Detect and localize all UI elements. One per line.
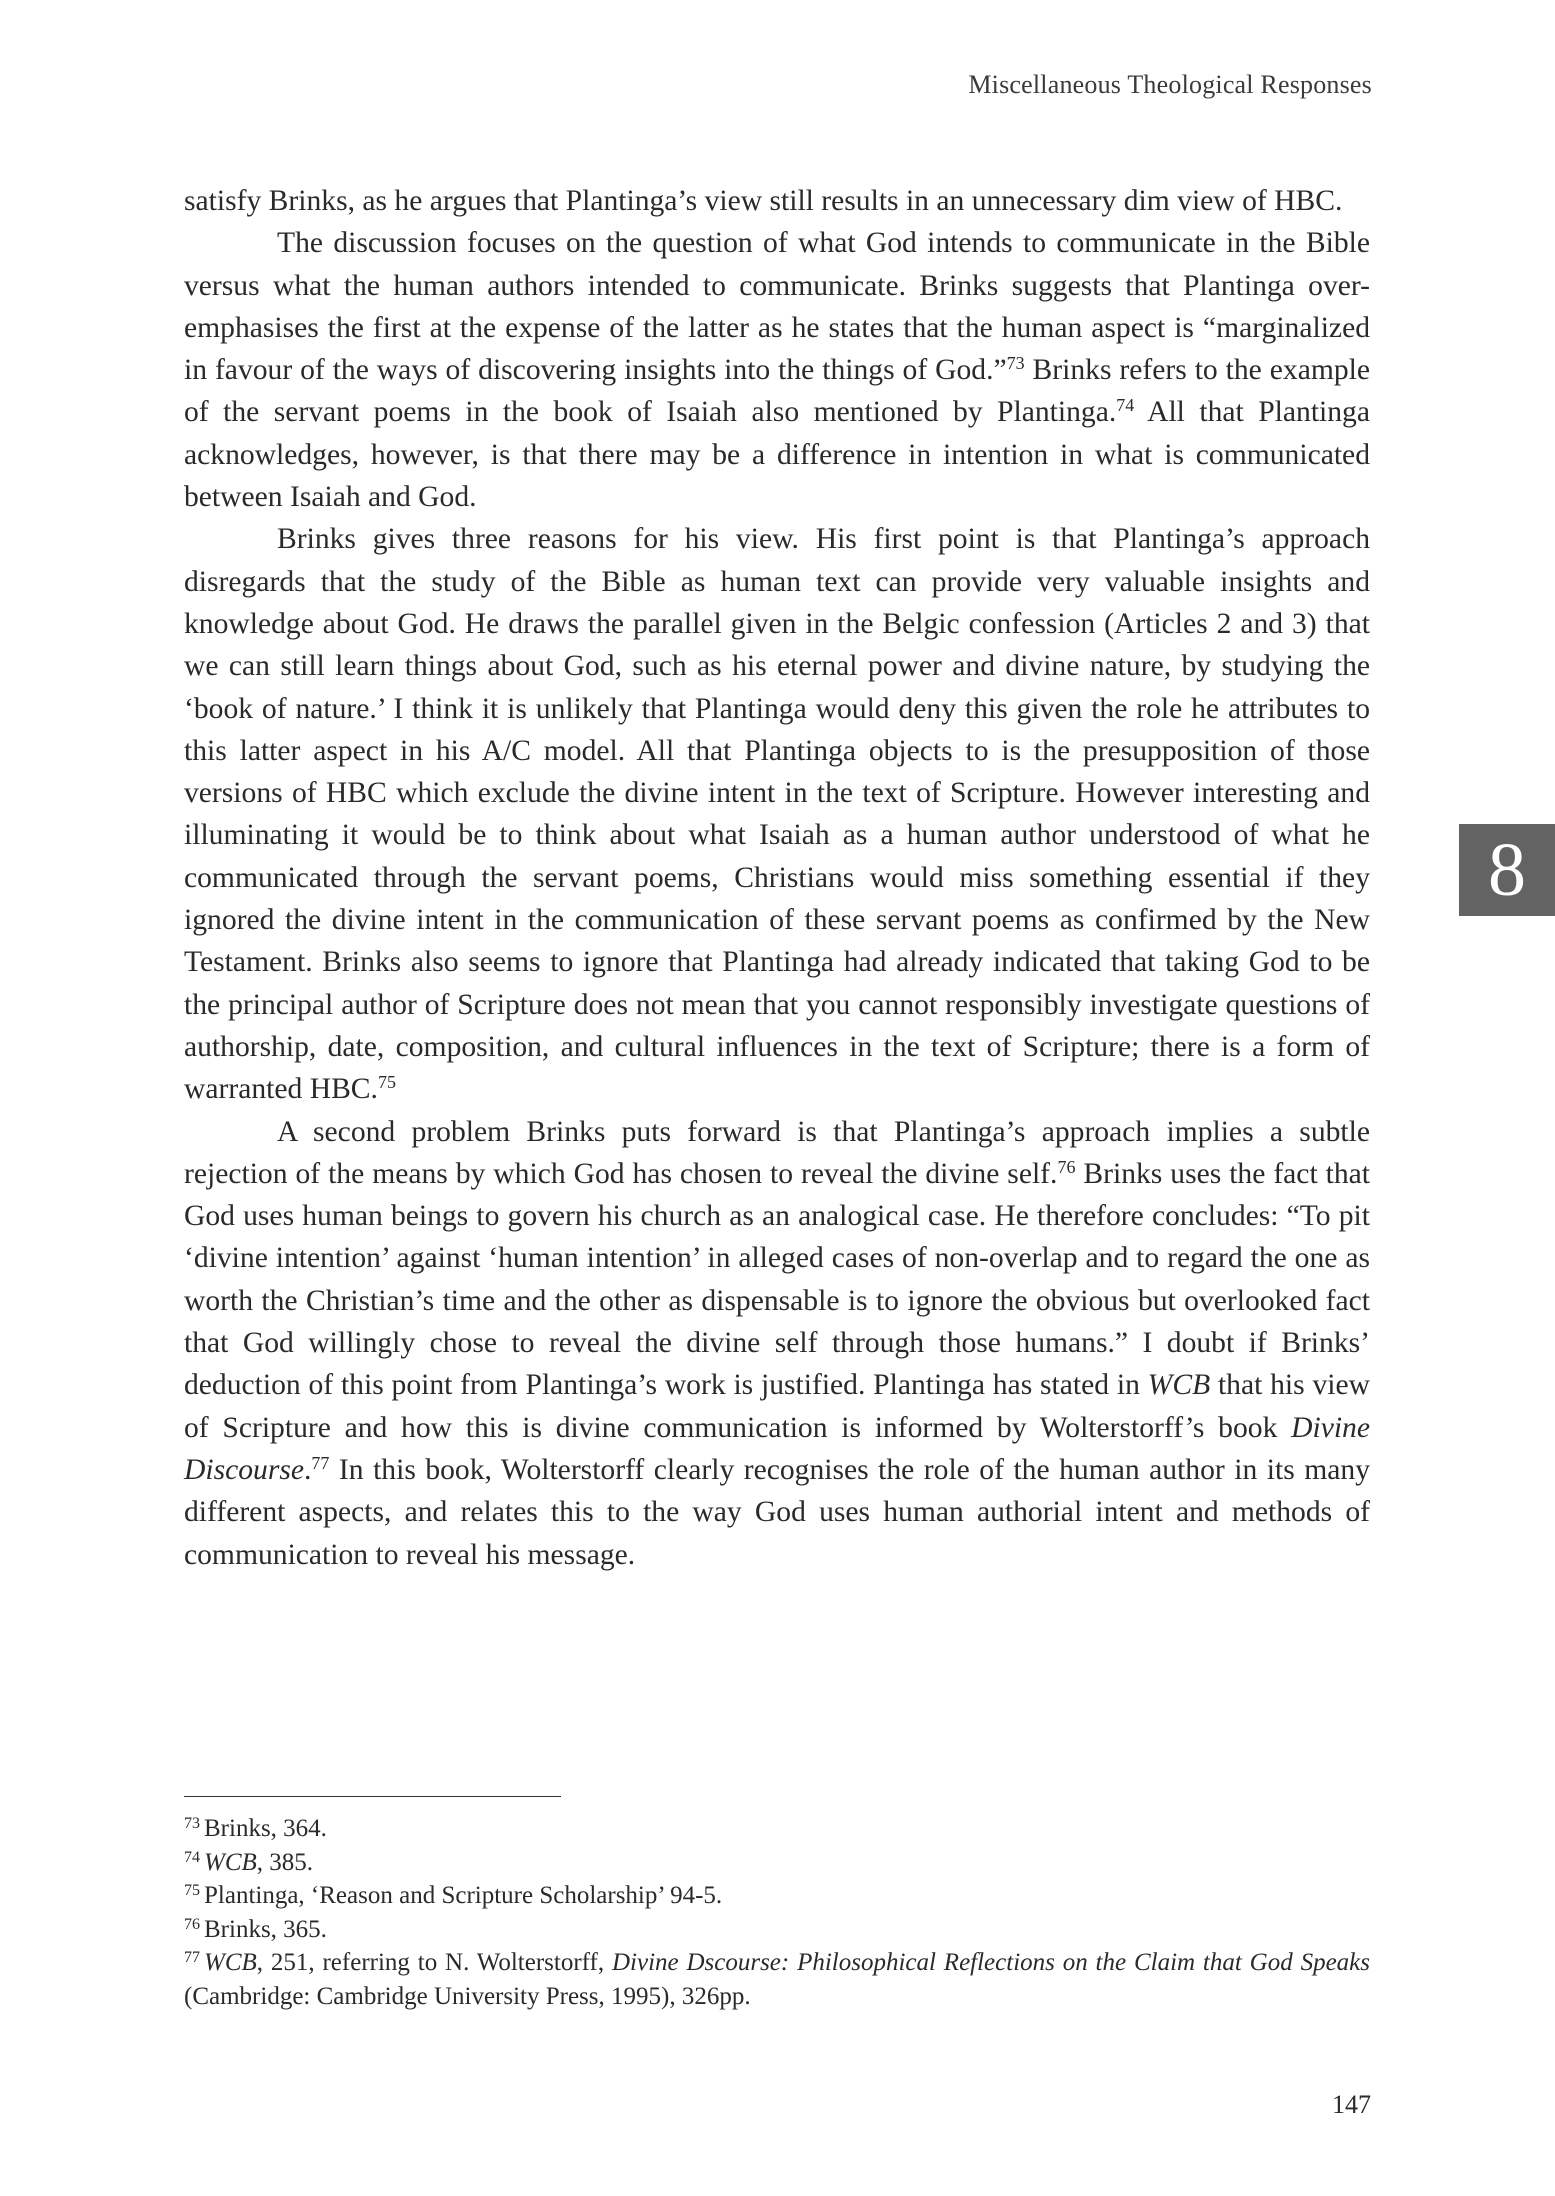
footnote-number: 74 (184, 1848, 200, 1866)
paragraph-4 (184, 1111, 1370, 1576)
paragraph-2 (184, 222, 1370, 518)
footnote-ref-75[interactable]: 75 (377, 1072, 396, 1093)
chapter-tab: 8 (1459, 824, 1555, 916)
footnote-text: (Cambridge: Cambridge University Press, 1995), 326pp. (184, 1982, 751, 2010)
page-number: 147 (1332, 2090, 1371, 2119)
footnote-italic-title: Divine Dscourse: Philosophical Reflections on the Claim that God Speaks (611, 1949, 1370, 1976)
footnote-74 (184, 1846, 1370, 1880)
footnotes (184, 1812, 1370, 2013)
footnote-number: 76 (184, 1915, 200, 1933)
footnote-text: Plantinga, ‘Reason and Scripture Scholarship’ 94-5. (204, 1882, 723, 1909)
footnote-text: , 385. (256, 1848, 314, 1876)
paragraph-2-text-1: The discussion focuses on the question of what God intends to communicate in the Bible versus what the human authors intended to communicate. Brinks suggests that Plantinga over-emphasises the first at the expense of the latter as he states that the human aspect is “marginalized in favour of the ways of discovering insights into the things of God.” (184, 227, 1370, 387)
footnote-italic: WCB (204, 1848, 257, 1876)
footnote-ref-73[interactable]: 73 (1006, 353, 1025, 374)
paragraph-1: satisfy Brinks, as he argues that Plantinga’s view still results in an unnecessary dim view of HBC. (184, 185, 1343, 217)
footnote-number: 73 (184, 1815, 200, 1832)
body-text (184, 180, 1370, 1576)
paragraph-3-text-1: Brinks gives three reasons for his view. His first point is that Plantinga’s approach disregards that the study of the Bible as human text can provide very valuable insights and knowledge about God. He draws the parallel given in the Belgic confession (Articles 2 and 3) that we can still learn things about God, such as his eternal power and divine nature, by studying the ‘book of nature.’ I think it is unlikely that Plantinga would deny this given the role he attributes to this latter aspect in his A/C model. All that Plantinga objects to is the presupposition of those versions of HBC which exclude the divine intent in the text of Scripture. However interesting and illuminating it would be to think about what Isaiah as a human author understood of what he communicated through the servant poems, Christians would miss something essential if they ignored the divine intent in the communication of these servant poems as confirmed by the New Testament. Brinks also seems to ignore that Plantinga had already indicated that taking God to be the principal author of Scripture does not mean that you cannot responsibly investigate questions of authorship, date, composition, and cultural influences in the text of Scripture; there is a form of warranted HBC. (184, 523, 1370, 1106)
footnote-ref-76[interactable]: 76 (1057, 1156, 1076, 1177)
paragraph-4-text-3: that his view of Scripture and how this is divine communication is informed by Wolterstorff’s book (184, 1369, 1370, 1444)
footnote-number: 75 (184, 1882, 200, 1899)
book-title-divine-discourse: Divine Discourse (184, 1411, 1370, 1486)
paragraph-4-text-5: In this book, Wolterstorff clearly recognises the role of the human author in its many different aspects, and relates this to the way God uses human authorial intent and methods of communication to reveal his message. (184, 1453, 1370, 1571)
footnote-italic: WCB (204, 1949, 257, 1976)
footnote-77 (184, 1946, 1370, 2013)
footnote-divider (184, 1796, 561, 1797)
wcb-abbreviation: WCB (1147, 1369, 1211, 1402)
paragraph-4-text-4: . (304, 1453, 312, 1486)
footnote-text: Brinks, 365. (204, 1915, 327, 1943)
footnote-text: Brinks, 364. (204, 1815, 327, 1842)
footnote-75 (184, 1879, 1370, 1913)
paragraph-3 (184, 518, 1370, 1110)
footnote-ref-74[interactable]: 74 (1116, 395, 1135, 416)
paragraph-2-text-2: Brinks refers to the example of the servant poems in the book of Isaiah also mentioned by Plantinga. (184, 354, 1370, 429)
footnote-number: 77 (184, 1949, 200, 1966)
paragraph-4-text-1: A second problem Brinks puts forward is that Plantinga’s approach implies a subtle rejection of the means by which God has chosen to reveal the divine self. (184, 1115, 1370, 1190)
paragraph-4-text-2: Brinks uses the fact that God uses human beings to govern his church as an analogical case. He therefore concludes: “To pit ‘divine intention’ against ‘human intention’ in alleged cases of non-overlap and to regard the one as worth the Christian’s time and the other as dispensable is to ignore the obvious but overlooked fact that God willingly chose to reveal the divine self through those humans.” I doubt if Brinks’ deduction of this point from Plantinga’s work is justified. Plantinga has stated in (184, 1157, 1370, 1402)
footnote-76 (184, 1913, 1370, 1947)
paragraph-2-text-3: All that Plantinga acknowledges, however, is that there may be a difference in intention in what is communicated between Isaiah and God. (184, 396, 1370, 514)
running-header: Miscellaneous Theological Responses (968, 70, 1372, 99)
footnote-ref-77[interactable]: 77 (311, 1452, 330, 1473)
footnote-text: , 251, referring to N. Wolterstorff, (256, 1949, 612, 1976)
footnote-73 (184, 1812, 1370, 1846)
